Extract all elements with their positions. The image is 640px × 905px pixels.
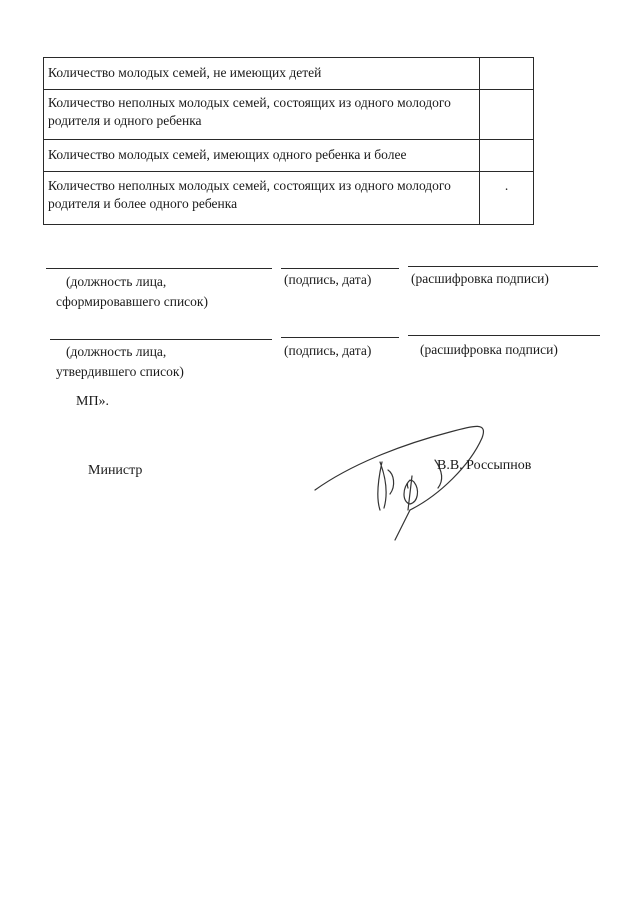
row-label: Количество молодых семей, не имеющих детей — [44, 58, 480, 90]
caption-sign-date-formed: (подпись, дата) — [284, 272, 372, 287]
minister-name: В.В. Россыпнов — [437, 458, 532, 473]
caption-decoding-formed: (расшифровка подписи) — [411, 271, 549, 286]
row-value — [480, 90, 534, 140]
caption-line: (должность лица, — [66, 274, 167, 289]
family-count-table — [43, 57, 534, 225]
table-row — [44, 90, 534, 140]
caption-line: (должность лица, — [66, 344, 167, 359]
table-row — [44, 58, 534, 90]
row-label: Количество неполных молодых семей, состоящих из одного молодого родителя и одного ребенка — [44, 90, 480, 140]
minister-title: Министр — [88, 463, 143, 478]
caption-line: сформировавшего список) — [56, 294, 208, 309]
caption-position-approved — [56, 342, 184, 382]
caption-position-formed — [56, 272, 208, 312]
signature-line-decoding-formed — [408, 266, 598, 267]
handwritten-signature — [310, 410, 510, 550]
signature-line-position-approved — [50, 339, 272, 340]
signature-line-sign-formed — [281, 268, 399, 269]
stamp-mark: МП». — [76, 394, 110, 409]
table-row — [44, 140, 534, 172]
signature-line-decoding-approved — [408, 335, 600, 336]
signature-line-position-formed — [46, 268, 272, 269]
row-value — [480, 58, 534, 90]
table-row — [44, 172, 534, 225]
caption-sign-date-approved: (подпись, дата) — [284, 343, 372, 358]
row-label: Количество молодых семей, имеющих одного ребенка и более — [44, 140, 480, 172]
row-label: Количество неполных молодых семей, состоящих из одного молодого родителя и более одного ребенка — [44, 172, 480, 225]
signature-line-sign-approved — [281, 337, 399, 338]
row-value: . — [480, 172, 534, 225]
caption-decoding-approved: (расшифровка подписи) — [420, 342, 558, 357]
row-value — [480, 140, 534, 172]
caption-line: утвердившего список) — [56, 364, 184, 379]
